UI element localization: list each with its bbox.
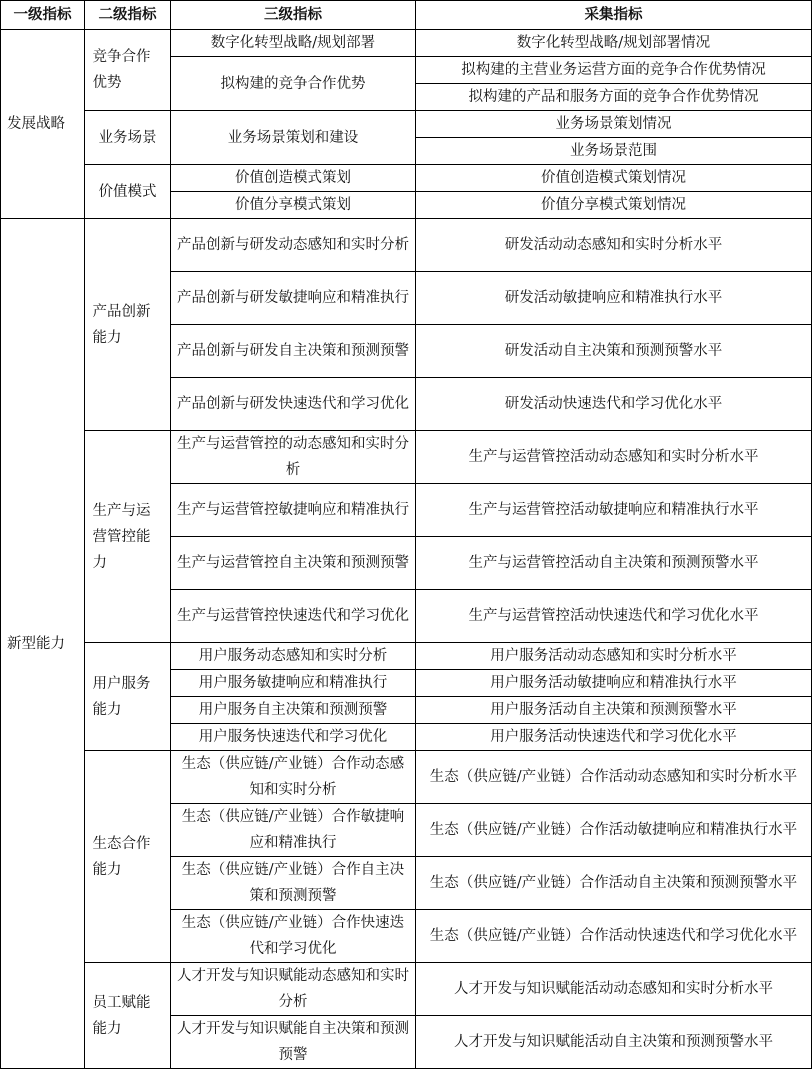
level2-cell: [85, 219, 171, 431]
level2-cell: [85, 431, 171, 643]
level3-cell: 拟构建的竞争合作优势: [171, 57, 416, 111]
collection-cell: 人才开发与知识赋能活动动态感知和实时分析水平: [416, 963, 812, 1016]
level3-cell: 人才开发与知识赋能动态感知和实时分析: [171, 963, 416, 1016]
collection-cell: 生产与运营管控活动自主决策和预测预警水平: [416, 537, 812, 590]
level2-cell: [85, 963, 171, 1069]
level3-cell: 生态（供应链/产业链）合作快速迭代和学习优化: [171, 910, 416, 963]
level3-cell: 生态（供应链/产业链）合作敏捷响应和精准执行: [171, 804, 416, 857]
collection-cell: 研发活动动态感知和实时分析水平: [416, 219, 812, 272]
level3-cell: 产品创新与研发动态感知和实时分析: [171, 219, 416, 272]
level2-label: 生产与运营管控能力: [92, 502, 151, 571]
collection-cell: 研发活动敏捷响应和精准执行水平: [416, 272, 812, 325]
level1-cell: 新型能力: [1, 219, 85, 1069]
level3-cell: 人才开发与知识赋能自主决策和预测预警: [171, 1016, 416, 1069]
level3-cell: 产品创新与研发快速迭代和学习优化: [171, 378, 416, 431]
collection-cell: 生态（供应链/产业链）合作活动快速迭代和学习优化水平: [416, 910, 812, 963]
collection-cell: 数字化转型战略/规划部署情况: [416, 30, 812, 57]
level2-label: 生态合作能力: [92, 835, 151, 878]
collection-cell: 生态（供应链/产业链）合作活动敏捷响应和精准执行水平: [416, 804, 812, 857]
table-row: [1, 30, 812, 57]
table-header: [1, 1, 812, 30]
collection-cell: 人才开发与知识赋能活动自主决策和预测预警水平: [416, 1016, 812, 1069]
level2-label: 用户服务能力: [92, 675, 151, 718]
table-row: [1, 165, 812, 192]
level3-cell: 生态（供应链/产业链）合作自主决策和预测预警: [171, 857, 416, 910]
level3-cell: 价值分享模式策划: [171, 192, 416, 219]
level3-cell: 用户服务动态感知和实时分析: [171, 643, 416, 670]
level3-cell: 价值创造模式策划: [171, 165, 416, 192]
level2-cell: [85, 751, 171, 963]
collection-cell: 研发活动快速迭代和学习优化水平: [416, 378, 812, 431]
level3-cell: 用户服务快速迭代和学习优化: [171, 724, 416, 751]
collection-cell: 拟构建的产品和服务方面的竞争合作优势情况: [416, 84, 812, 111]
collection-cell: 价值分享模式策划情况: [416, 192, 812, 219]
collection-cell: 生态（供应链/产业链）合作活动动态感知和实时分析水平: [416, 751, 812, 804]
table-row: [1, 111, 812, 138]
level3-cell: 数字化转型战略/规划部署: [171, 30, 416, 57]
level3-cell: 用户服务敏捷响应和精准执行: [171, 670, 416, 697]
level3-cell: 生产与运营管控的动态感知和实时分析: [171, 431, 416, 484]
level3-cell: 生产与运营管控敏捷响应和精准执行: [171, 484, 416, 537]
header-collection: 采集指标: [416, 1, 812, 30]
table-body: [1, 30, 812, 1069]
collection-cell: 生产与运营管控活动动态感知和实时分析水平: [416, 431, 812, 484]
level3-cell: 业务场景策划和建设: [171, 111, 416, 165]
collection-cell: 业务场景范围: [416, 138, 812, 165]
level2-cell: [85, 111, 171, 165]
level2-cell: [85, 30, 171, 111]
collection-cell: 价值创造模式策划情况: [416, 165, 812, 192]
collection-cell: 生态（供应链/产业链）合作活动自主决策和预测预警水平: [416, 857, 812, 910]
level2-label: 产品创新能力: [92, 303, 151, 346]
collection-cell: 拟构建的主营业务运营方面的竞争合作优势情况: [416, 57, 812, 84]
level2-label: 价值模式: [98, 183, 157, 200]
collection-cell: 研发活动自主决策和预测预警水平: [416, 325, 812, 378]
header-level3: 三级指标: [171, 1, 416, 30]
table-row: [1, 751, 812, 804]
level3-cell: 用户服务自主决策和预测预警: [171, 697, 416, 724]
level3-cell: 产品创新与研发敏捷响应和精准执行: [171, 272, 416, 325]
level2-cell: [85, 643, 171, 751]
header-level1: 一级指标: [1, 1, 85, 30]
level3-cell: 生产与运营管控自主决策和预测预警: [171, 537, 416, 590]
collection-cell: 用户服务活动快速迭代和学习优化水平: [416, 724, 812, 751]
collection-cell: 生产与运营管控活动快速迭代和学习优化水平: [416, 590, 812, 643]
collection-cell: 业务场景策划情况: [416, 111, 812, 138]
level2-cell: [85, 165, 171, 219]
header-level2: 二级指标: [85, 1, 171, 30]
level3-cell: 生态（供应链/产业链）合作动态感知和实时分析: [171, 751, 416, 804]
table-row: [1, 643, 812, 670]
level3-cell: 产品创新与研发自主决策和预测预警: [171, 325, 416, 378]
level2-label: 业务场景: [98, 129, 157, 146]
collection-cell: 用户服务活动动态感知和实时分析水平: [416, 643, 812, 670]
level2-label: 竞争合作优势: [92, 49, 151, 91]
level2-label: 员工赋能能力: [92, 994, 151, 1037]
collection-cell: 用户服务活动敏捷响应和精准执行水平: [416, 670, 812, 697]
collection-cell: 用户服务活动自主决策和预测预警水平: [416, 697, 812, 724]
level3-cell: 生产与运营管控快速迭代和学习优化: [171, 590, 416, 643]
collection-cell: 生产与运营管控活动敏捷响应和精准执行水平: [416, 484, 812, 537]
table-row: [1, 431, 812, 484]
table-row: [1, 963, 812, 1016]
table-row: [1, 219, 812, 272]
level1-cell: 发展战略: [1, 30, 85, 219]
